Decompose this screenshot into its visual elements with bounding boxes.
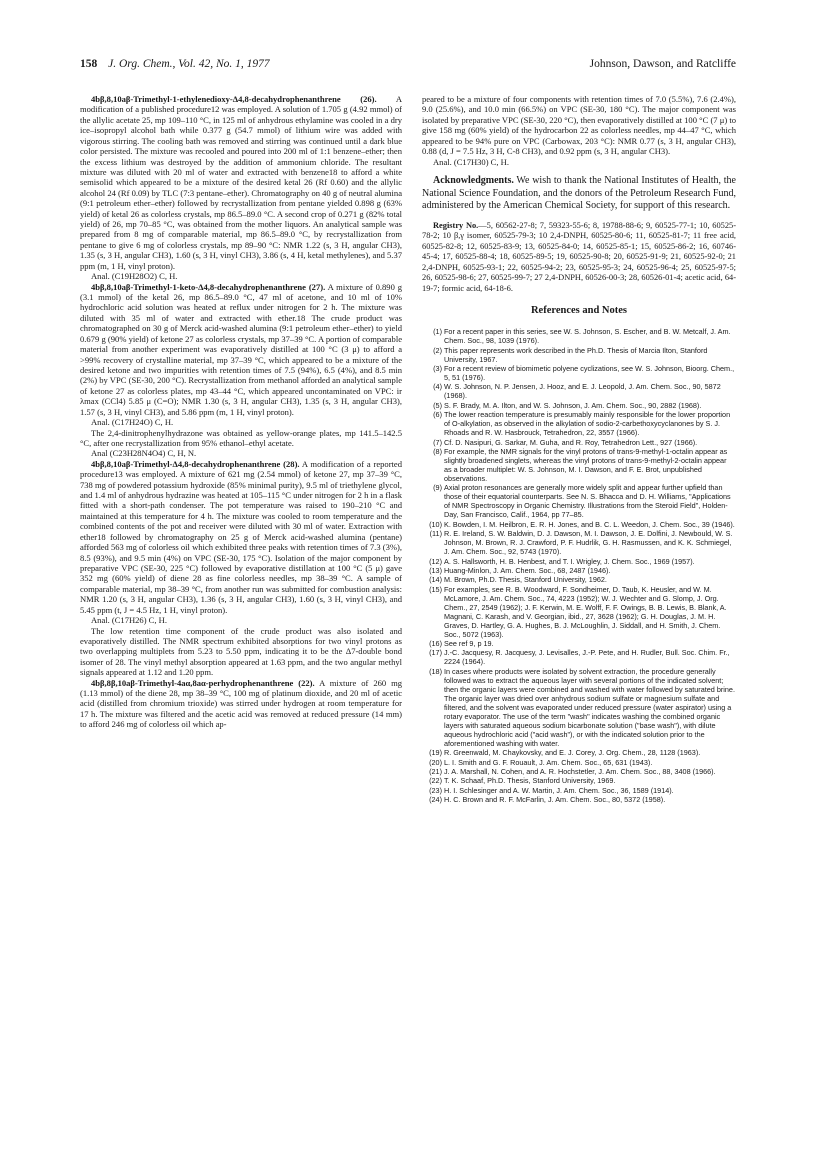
reference-number: (18)	[429, 666, 442, 676]
reference-number: (17)	[429, 648, 442, 658]
body-diene-28: A modification of a reported procedure13 was employed. A mixture of 621 mg (2.54 mmol) of ketone 27, mp 37–39 °C, 738 mg of powdered potassium hydroxide (85% minimal purity), 9.5 ml of triethylene glycol, and 1.4 ml of anhydrous hydrazine was heated at 105–115 °C under nitrogen for 2 h in a flask fitted with a short-path condenser. The pot temperature was raised to 190–210 °C and maintained at this temperature for 4 h. The mixture was cooled to room temperature and the combined contents of the pot and receiver were diluted with 30 ml of water. Extraction with ether18 followed by chromatography on 25 g of Merck acid-washed alumina (pentane) afforded 563 mg of colorless oil which exhibited three peaks with retention times of 7.3 (3%), 8.5 (93%), and 9.5 min (4%) on VPC (SE-30, 175 °C). Isolation of the major component by preparative VPC (SE-30, 225 °C) followed by evaporative distillation at 100 °C (5 μ) gave 352 mg (60% yield) of diene 28 as fine colorless needles, mp 38–39 °C. A sample of comparable material, mp 38–39 °C, from another run was submitted for combustion analysis: NMR 1.20 (s, 3 H, angular CH3), 1.36 (s, 3 H, angular CH3), 1.60 (s, 3 H, vinyl CH3), and 5.45 ppm (t, J = 4.5 Hz, 1 H, vinyl proton).	[80, 458, 402, 615]
acknowledgments-text: We wish to thank the National Institutes of Health, the National Science Foundation, and the donors of the Petroleum Research Fund, administered by the American Chemical Society, for support of this research.	[422, 174, 736, 212]
reference-item	[422, 364, 736, 382]
reference-number: (22)	[429, 776, 442, 786]
body-ketone-27: A mixture of 0.890 g (3.1 mmol) of the ketal 26, mp 86.5–89.0 °C, 47 ml of acetone, and 10 ml of 10% hydrochloric acid solution was heated at reflux under nitrogen for 2 h. The mixture was diluted with 35 ml of water and extracted with ether.18 The crude product was chromatographed on 30 g of Merck acid-washed alumina (9:1 petroleum ether–ether) to yield 0.679 g (90% yield) of ketone 27 as colorless crystals, mp 37–39 °C. A portion of comparable material from another experiment was evaporatively distilled at 100 °C (3 μ) to afford a >99% recovery of crystalline material, mp 37–39 °C, which appeared to be a mixture of the desired ketone and two impurities with retention times of 7.5 (94%), 6.5 (4%), and 8.5 min (2%) by VPC (SE-30, 200 °C). Recrystallization from methanol afforded an analytical sample of ketone 27 as colorless plates, mp 43–44 °C, which appeared uncontaminated on VPC: ir λmax (CCl4) 5.85 μ (C=O); NMR 1.30 (s, 3 H, angular CH3), 1.35 (s, 3 H, angular CH3), 1.57 (s, 3 H, vinyl CH3), and 5.86 ppm (m, 1 H, vinyl proton).	[80, 281, 402, 417]
paragraph-continuation: peared to be a mixture of four components with retention times of 7.0 (5.5%), 7.6 (2.4%), 9.0 (25.6%), and 10.0 min (66.5%) on VPC (SE-30, 180 °C). The major component was isolated by preparative VPC (SE-30, 220 °C), then evaporatively distilled at 100 °C (7 μ) to give 158 mg (60% yield) of the hydrocarbon 22 as colorless needles, mp 44–47 °C, which appeared to be 94% pure on VPC (Carbowax, 203 °C): NMR 0.77 (s, 3 H, angular CH3), 0.88 (d, J = 7.5 Hz, 3 H, C-8 CH3), and 0.92 ppm (s, 3 H, angular CH3).	[422, 94, 736, 157]
analysis-hydrocarbon-22: Anal. (C17H30) C, H.	[433, 156, 509, 167]
reference-number: (21)	[429, 767, 442, 777]
reference-item	[422, 786, 736, 795]
reference-item	[422, 401, 736, 410]
paragraph-diene-28	[80, 459, 402, 615]
reference-number: (23)	[429, 785, 442, 795]
reference-text: This paper represents work described in the Ph.D. Thesis of Marcia Ilton, Stanford University, 1967.	[444, 345, 708, 364]
analysis-ketal-26: Anal. (C19H28O2) C, H.	[91, 271, 178, 282]
reference-item	[422, 327, 736, 345]
reference-item	[422, 382, 736, 400]
reference-text: J.-C. Jacquesy, R. Jacquesy, J. Levisalles, J.-P. Pete, and H. Rudler, Bull. Soc. Chim. Fr., 2224 (1964).	[444, 648, 730, 667]
reference-text: H. C. Brown and R. F. McFarlin, J. Am. Chem. Soc., 80, 5372 (1958).	[444, 795, 666, 805]
reference-item	[422, 447, 736, 483]
reference-number: (16)	[429, 639, 442, 649]
reference-text: R. Greenwald, M. Chaykovsky, and E. J. Corey, J. Org. Chem., 28, 1128 (1963).	[444, 748, 701, 758]
analysis-diene-28: Anal. (C17H26) C, H.	[91, 615, 167, 626]
reference-number: (20)	[429, 757, 442, 767]
body-perhydro-22: A mixture of 260 mg (1.13 mmol) of the diene 28, mp 38–39 °C, 100 mg of platinum dioxide, and 20 ml of acetic acid (distilled from chromium trioxide) was stirred under hydrogen at room temperature for 17 h. The mixture was filtered and the acetic acid was removed at reduced pressure (14 mm) to afford 246 mg of colorless oil which ap-	[80, 677, 403, 730]
registry-numbers	[422, 221, 736, 295]
reference-item	[422, 410, 736, 437]
reference-item	[422, 758, 736, 767]
reference-number: (8)	[433, 446, 442, 456]
acknowledgments	[422, 175, 736, 213]
reference-text: W. S. Johnson, N. P. Jensen, J. Hooz, and E. J. Leopold, J. Am. Chem. Soc., 90, 5872 (1968).	[444, 382, 721, 401]
running-header	[80, 58, 736, 74]
reference-text: R. E. Ireland, S. W. Baldwin, D. J. Dawson, M. I. Dawson, J. E. Dolfini, J. Newbould, W. S. Johnson, M. Brown, R. J. Crawford, P. F. Hudrlik, G. H. Rasmussen, and K. K. Schmiegel, J. Am. Chem. Soc., 92, 5743 (1970).	[444, 529, 733, 557]
reference-text: In cases where products were isolated by solvent extraction, the procedure generally followed was to extract the aqueous layer with several portions of the indicated solvent; then the organic layers were combined and washed with water followed by saturated brine. The organic layer was dried over anhydrous sodium sulfate or magnesium sulfate and filtered, and the solvent was evaporated under reduced pressure (water aspirator) using a rotary evaporator. The use of the term "wash" indicates washing the combined organic layers with saturated aqueous sodium bicarbonate solution ("base wash"), with dilute aqueous hydrochloric acid ("acid wash"), or with the indicated solution prior to the aforementioned washing with water.	[444, 666, 735, 748]
left-column	[80, 94, 402, 730]
heading-perhydro-22: 4bβ,8β,10aβ-Trimethyl-4aα,8aα-perhydrophenanthrene (22).	[91, 677, 315, 688]
paragraph-ketone-27	[80, 282, 402, 417]
reference-number: (13)	[429, 565, 442, 575]
reference-number: (6)	[433, 410, 442, 420]
analysis-dnph: Anal (C23H28N4O4) C, H, N.	[91, 448, 197, 459]
reference-text: For a recent paper in this series, see W. S. Johnson, S. Escher, and B. W. Metcalf, J. Am. Chem. Soc., 98, 1039 (1976).	[444, 327, 731, 346]
paragraph-perhydrophenanthrene-22	[80, 678, 402, 730]
reference-item	[422, 483, 736, 519]
reference-number: (10)	[429, 519, 442, 529]
reference-item	[422, 795, 736, 804]
reference-item	[422, 346, 736, 364]
reference-text: J. A. Marshall, N. Cohen, and A. R. Hochstetler, J. Am. Chem. Soc., 88, 3408 (1966).	[444, 767, 716, 777]
reference-item	[422, 575, 736, 584]
reference-number: (9)	[433, 483, 442, 493]
paragraph-dnph: The 2,4-dinitrophenylhydrazone was obtained as yellow-orange plates, mp 141.5–142.5 °C, after one recrystallization from 95% ethanol–ethyl acetate.	[80, 427, 402, 448]
reference-item	[422, 667, 736, 748]
reference-text: Cf. D. Nasipuri, G. Sarkar, M. Guha, and R. Roy, Tetrahedron Lett., 927 (1966).	[444, 437, 698, 447]
reference-item	[422, 557, 736, 566]
reference-item	[422, 748, 736, 757]
reference-item	[422, 438, 736, 447]
reference-text: The lower reaction temperature is presumably mainly responsible for the lower proportion of O-alkylation, as observed in the alkylation of sodio-2-carbethoxycyclanones by S. J. Rhoads and R. W. Hasbrouck, Tetrahedron, 22, 3557 (1966).	[444, 410, 731, 438]
reference-text: S. F. Brady, M. A. Ilton, and W. S. Johnson, J. Am. Chem. Soc., 90, 2882 (1968).	[444, 400, 702, 410]
reference-text: For example, the NMR signals for the vinyl protons of trans-9-methyl-1-octalin appear as slightly broadened singlets, whereas the vinyl protons of trans-9-methyl-2-octalin appear as a broader multiplet: W. S. Johnson, M. I. Dawson, and F. E. Brot, unpublished observations.	[444, 446, 728, 483]
reference-number: (2)	[433, 345, 442, 355]
reference-text: For a recent review of biomimetic polyene cyclizations, see W. S. Johnson, Bioorg. Chem., 5, 51 (1976).	[444, 364, 735, 383]
reference-text: Huang-Minlon, J. Am. Chem. Soc., 68, 2487 (1946).	[444, 565, 611, 575]
reference-number: (5)	[433, 400, 442, 410]
reference-text: See ref 9, p 19.	[444, 639, 494, 649]
paragraph-ketal-26	[80, 94, 402, 271]
paragraph-low-retention: The low retention time component of the crude product was also isolated and evaporatively distilled. The NMR spectrum exhibited absorptions for two vinyl protons as two overlapping multiplets from 5.23 to 5.50 ppm, indicating it to be the Δ7-double bond isomer of 28. The vinyl methyl absorption appeared at 1.63 ppm, and the two angular methyl signals appeared at 1.12 and 1.20 ppm.	[80, 625, 402, 678]
registry-heading: Registry No.	[433, 220, 479, 230]
reference-number: (24)	[429, 795, 442, 805]
header-authors: Johnson, Dawson, and Ratcliffe	[589, 58, 736, 70]
header-left	[80, 58, 270, 70]
heading-ketal-26: 4bβ,8,10aβ-Trimethyl-1-ethylenedioxy-Δ4,8-decahydrophenanthrene (26).	[91, 94, 377, 104]
reference-item	[422, 776, 736, 785]
reference-text: M. Brown, Ph.D. Thesis, Stanford University, 1962.	[444, 575, 607, 585]
reference-number: (3)	[433, 364, 442, 374]
reference-text: Axial proton resonances are generally more widely split and appear further upfield than those of their equatorial counterparts. See N. S. Bhacca and D. H. Williams, "Applications of NMR Spectroscopy in Organic Chemistry. Illustrations from the Steroid Field", Holden-Day, San Francisco, Calif., 1964, pp 77–85.	[444, 483, 731, 520]
reference-number: (1)	[433, 327, 442, 337]
journal-citation: J. Org. Chem., Vol. 42, No. 1, 1977	[108, 58, 270, 70]
heading-ketone-27: 4bβ,8,10aβ-Trimethyl-1-keto-Δ4,8-decahydrophenanthrene (27).	[91, 281, 326, 292]
reference-number: (14)	[429, 575, 442, 585]
right-column	[422, 94, 736, 805]
reference-number: (12)	[429, 556, 442, 566]
reference-text: L. I. Smith and G. F. Rouault, J. Am. Chem. Soc., 65, 631 (1943).	[444, 757, 653, 767]
reference-item	[422, 585, 736, 639]
reference-item	[422, 767, 736, 776]
body-ketal-26: A modification of a published procedure12 was employed. A solution of 1.705 g (4.92 mmol) of the allylic acetate 25, mp 109–110 °C, in 125 ml of anhydrous ethylamine was cooled in a dry ice–isopropyl alcohol bath while 0.377 g (54.7 mmol) of lithium wire was added with vigorous stirring. The cooling bath was removed and stirring was continued until a dark blue color persisted. The mixture was recooled and poured into 200 ml of 1:1 benzene–ether; then the excess lithium was destroyed by the addition of ammonium chloride. The resultant mixture was diluted with 20 ml of water and extracted with benzene18 to afford a white semisolid which appeared to be a mixture of the desired ketal 26 (Rf 0.60) and the allylic alcohol 24 (Rf 0.09) by TLC (7:3 pentane–ether). Chromatography on 40 g of neutral alumina (9:1 petroleum ether–ether) followed by recrystallization from pentane yielded 0.898 g (63% yield) of ketal 26 as colorless crystals, mp 86.5–89.0 °C. A second crop of 0.271 g (82% total yield) of 26, mp 70–85 °C, was obtained from the mother liquors. An analytical sample was prepared from 8 mg of comparable material, mp 86.5–89.0 °C, by recrystallization from pentane to give 6 mg of colorless crystals, mp 89–90 °C: NMR 1.22 (s, 3 H, angular CH3), 1.35 (s, 3 H, angular CH3), 1.60 (s, 3 H, vinyl CH3), 3.86 (s, 4 H, ketal methylenes), and 5.37 ppm (m, 1 H, vinyl proton).	[80, 94, 402, 271]
references-title: References and Notes	[530, 305, 628, 317]
reference-item	[422, 639, 736, 648]
reference-number: (15)	[429, 584, 442, 594]
reference-item	[422, 529, 736, 556]
reference-text: A. S. Hallsworth, H. B. Henbest, and T. I. Wrigley, J. Chem. Soc., 1969 (1957).	[444, 556, 695, 566]
analysis-ketone-27: Anal. (C17H24O) C, H.	[91, 417, 174, 428]
reference-text: T. K. Schaaf, Ph.D. Thesis, Stanford University, 1969.	[444, 776, 616, 786]
reference-number: (4)	[433, 382, 442, 392]
registry-text: —5, 60562-27-8; 7, 59323-55-6; 8, 19788-88-6; 9, 60525-77-1; 10, 60525-78-2; 10 β,γ isomer, 60525-79-3; 10 2,4-DNPH, 60525-80-6; 11, 60525-81-7; 11 free acid, 60525-82-8; 12, 60525-83-9; 13, 60525-84-0; 14, 60525-85-1; 15, 60525-86-2; 16, 60746-45-4; 17, 60525-88-4; 18, 60525-89-5; 19, 60525-90-8; 20, 60525-91-9; 21, 60525-92-0; 21 2,4-DNPH, 60525-93-1; 22, 60525-94-2; 23, 60525-95-3; 24, 60525-96-4; 25, 60525-97-5; 26, 60525-98-6; 27, 60525-99-7; 27 2,4-DNPH, 60526-00-3; 28, 60526-01-4; acetic acid, 64-19-7; formic acid, 64-18-6.	[422, 220, 736, 293]
references-list	[422, 327, 736, 804]
reference-number: (11)	[429, 529, 442, 539]
acknowledgments-heading: Acknowledgments.	[433, 174, 514, 186]
reference-text: For examples, see R. B. Woodward, F. Sondheimer, D. Taub, K. Heusler, and W. M. McLamore, J. Am. Chem. Soc., 74, 4223 (1952); W. J. Wechter and G. Slomp, J. Org. Chem., 27, 2549 (1962); J. F. Kerwin, M. E. Wolff, F. F. Owings, B. B. Lewis, B. Blank, A. Magnani, C. Karash, and V. Georgian, ibid., 27, 3628 (1962); G. H. Douglas, J. M. H. Graves, D. Hartley, G. A. Hughes, B. J. McLoughlin, J. Siddall, and H. Smith, J. Chem. Soc., 5072 (1963).	[444, 584, 727, 639]
reference-text: H. I. Schlesinger and A. W. Martin, J. Am. Chem. Soc., 36, 1589 (1914).	[444, 785, 674, 795]
reference-item	[422, 520, 736, 529]
reference-number: (7)	[433, 437, 442, 447]
page-number: 158	[80, 58, 98, 70]
reference-text: K. Bowden, I. M. Heilbron, E. R. H. Jones, and B. C. L. Weedon, J. Chem. Soc., 39 (1946).	[444, 519, 735, 529]
reference-number: (19)	[429, 748, 442, 758]
reference-item	[422, 566, 736, 575]
heading-diene-28: 4bβ,8,10aβ-Trimethyl-Δ4,8-decahydrophenanthrene (28).	[91, 458, 300, 469]
reference-item	[422, 648, 736, 666]
